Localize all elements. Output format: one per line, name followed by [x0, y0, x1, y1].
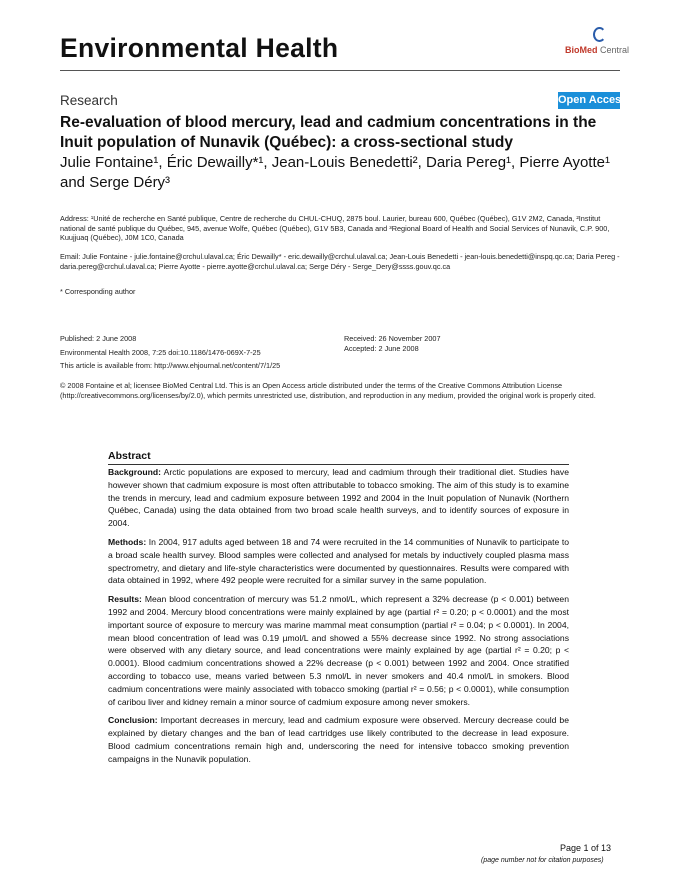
abstract-results	[108, 593, 569, 708]
logo-central: Central	[597, 45, 630, 55]
article-title: Re-evaluation of blood mercury, lead and cadmium concentrations in the Inuit population of Nunavik (Québec): a cross-sectional study	[60, 114, 597, 151]
author-list: Julie Fontaine¹, Éric Dewailly*¹, Jean-Louis Benedetti², Daria Pereg¹, Pierre Ayotte¹ and Serge Déry³	[60, 154, 610, 191]
results-label: Results:	[108, 594, 142, 605]
open-access-badge[interactable]: Open Access	[558, 92, 620, 109]
logo-wordmark	[565, 45, 629, 55]
abstract-divider	[108, 464, 569, 465]
accepted-date: Accepted: 2 June 2008	[344, 343, 419, 353]
abstract-methods	[108, 536, 569, 587]
published-date: Published: 2 June 2008	[60, 334, 137, 343]
header-divider	[60, 70, 620, 71]
methods-text: In 2004, 917 adults aged between 18 and 74 were recruited in the 14 communities of Nunavik to participate to a broad scale health survey. Blood samples were collected and analysed for metals by inductively coupled plasma mass spectrometry, and dietary and life-style characteristics were documented by questionnaires. Results were compared with data obtained in 1992, where 492 people were recruited for a similar survey in the same population.	[108, 536, 569, 586]
section-label: Research	[60, 93, 118, 108]
background-text: Arctic populations are exposed to mercury, lead and cadmium through their traditional diet. Studies have however shown that cadmium exposure is most often attributable to tobacco smoking. The aim of this study is to examine the trends in mercury, lead and cadmium exposure between 1992 and 2004 in the Inuit population of Nunavik (Northern Québec, Canada) using the data obtained from two broad scale health surveys, and to identify sources of exposure in 2004.	[108, 467, 569, 529]
citation-doi: Environmental Health 2008, 7:25 doi:10.1186/1476-069X-7-25	[60, 347, 261, 357]
logo-bio: BioMed	[565, 45, 598, 55]
journal-title: Environmental Health	[60, 33, 339, 63]
background-label: Background:	[108, 467, 161, 477]
publication-info	[60, 334, 350, 371]
abstract-body	[108, 466, 569, 772]
biomed-logo-icon	[593, 27, 606, 42]
conclusion-text: Important decreases in mercury, lead and cadmium exposure were observed. Mercury decrease could be explained by dietary changes and the ban of lead cartridges use likely contributed to the decrease in lead exposure. Blood cadmium concentrations remain high and, underscoring the need for intensive tobacco smoking prevention campaigns in the Nunavik population.	[108, 715, 569, 764]
copyright-notice: © 2008 Fontaine et al; licensee BioMed Central Ltd. This is an Open Access article distributed under the terms of the Creative Commons Attribution License (http://creativecommons.org/licenses/by/2.0), which permits unrestricted use, distribution, and reproduction in any medium, provided the original work is properly cited.	[60, 381, 596, 400]
abstract-heading: Abstract	[108, 450, 151, 462]
biomed-central-logo	[565, 27, 630, 59]
corresponding-author-note: * Corresponding author	[60, 287, 136, 296]
abstract-conclusion	[108, 714, 569, 765]
methods-label: Methods:	[108, 536, 147, 547]
results-text: Mean blood concentration of mercury was 51.2 nmol/L, which represent a 32% decrease (p < 0.001) between 1992 and 2004. Mercury blood concentrations were mainly explained by age (partial r² = 0.20; p < 0.0001) and the most important source of exposure to mercury was marine mammal meat consumption (partial r² = 0.04; p < 0.0001). In 2004, mean blood concentration of lead was 0.19 µmol/L and showed a 55% decrease since 1992. No strong associations were observed with any dietary source, and lead concentrations were mainly explained by age (partial r² = 0.20; p < 0.0001). Blood cadmium concentrations showed a 22% decrease (p < 0.001) between 1992 and 2004. Once stratified according to tobacco use, means varied between 5.3 nmol/L in never smokers and 40.4 nmol/L in smokers. Blood cadmium concentrations were mainly associated with tobacco smoking (partial r² = 0.56; p < 0.0001), while consumption of caribou liver and kidney remain a minor source of cadmium exposure among never smokers.	[108, 594, 569, 707]
author-emails: Email: Julie Fontaine - julie.fontaine@crchul.ulaval.ca; Éric Dewailly* - eric.dewailly@crchul.ulaval.ca; Jean-Louis Benedetti - jean-louis.benedetti@inspq.qc.ca; Daria Pereg - daria.pereg@crchul.ulaval.ca; Pierre Ayotte - pierre.ayotte@crchul.ulaval.ca; Serge Déry - Serge_Dery@ssss.gouv.qc.ca	[60, 252, 620, 271]
received-date: Received: 26 November 2007	[344, 334, 441, 343]
conclusion-label: Conclusion:	[108, 715, 158, 726]
page-number-note: (page number not for citation purposes)	[481, 857, 604, 864]
abstract-background	[108, 466, 569, 530]
affiliations: Address: ¹Unité de recherche en Santé publique, Centre de recherche du CHUL-CHUQ, 2875 boul. Laurier, bureau 600, Québec (Québec), G1V 2M2, Canada, ²Institut national de santé publique du Québec, 945, avenue Wolfe, Québec (Québec), G1V 5B3, Canada and ³Regional Board of Health and Social Services of Nunavik, C.P. 900, Kuujjuaq (Québec), J0M 1C0, Canada	[60, 214, 610, 242]
page-number: Page 1 of 13	[560, 843, 612, 853]
submission-dates	[344, 334, 614, 353]
article-url[interactable]: This article is available from: http://www.ehjournal.net/content/7/1/25	[60, 361, 281, 370]
